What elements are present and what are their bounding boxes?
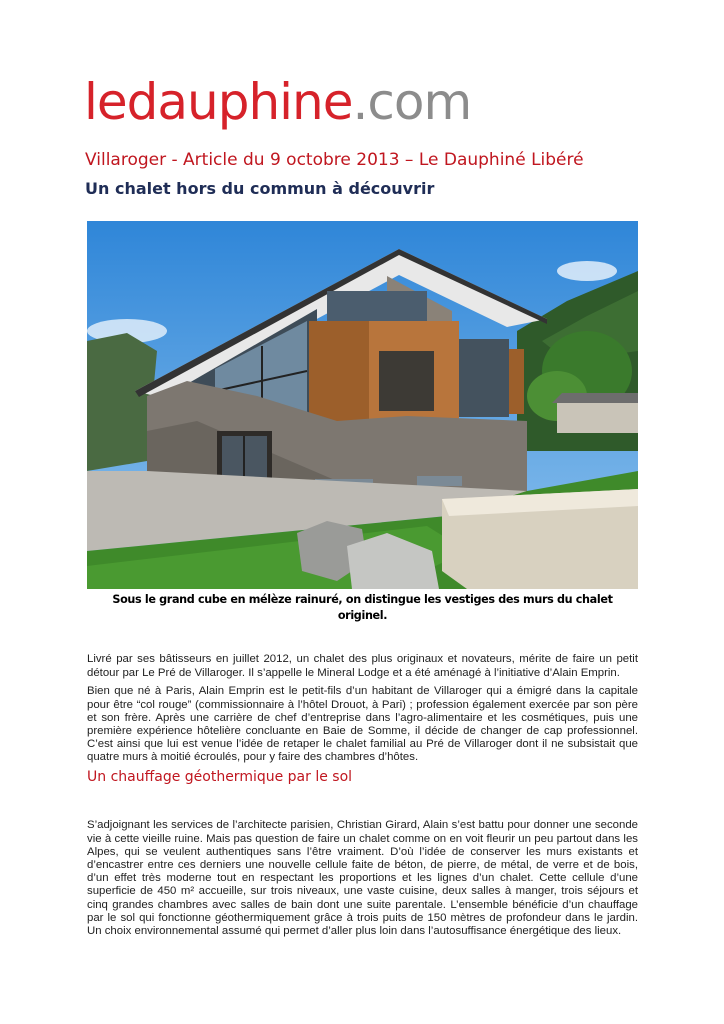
- photo-caption: Sous le grand cube en mélèze rainuré, on distingue les vestiges des murs du chalet originel.: [112, 593, 613, 622]
- paragraph-intro: Livré par ses bâtisseurs en juillet 2012, un chalet des plus originaux et novateurs, mérite de faire un petit détour par Le Pré de Villaroger. Il s’appelle le Mineral Lodge et a été aménagé à l’initiative d’Alain Emprin.: [87, 653, 638, 679]
- paragraph-renovation: S’adjoignant les services de l’architecte parisien, Christian Girard, Alain s’est battu pour donner une seconde vie à cette vieille ruine. Mais pas question de faire un chalet comme on en voit fleurir un peu partout dans les Alpes, qui se veulent authentiques sans l’être vraiment. D’où l’idée de conserver les murs existants et d’encastrer entre ces derniers une nouvelle cellule faite de béton, de pierre, de métal, de verre et de bois, d’un effet très moderne tout en respectant les proportions et les lignes d’un chalet. Cette cellule d’une superficie de 450 m² accueille, sur trois niveaux, une vaste cuisine, deux salles à manger, trois séjours et cinq grandes chambres avec salles de bain dont une suite parentale. L’ensemble bénéficie d’un chauffage par le sol qui fonctionne géothermiquement grâce à trois puits de 150 mètres de profondeur dans le jardin. Un choix environnemental assumé qui permet d’aller plus loin dans l’autosuffisance énergétique des lieux.: [87, 819, 638, 938]
- site-logo: [84, 72, 471, 132]
- logo-name: ledauphine: [84, 73, 353, 131]
- logo-dot: .: [352, 73, 368, 131]
- paragraph-background: Bien que né à Paris, Alain Emprin est le petit-fils d’un habitant de Villaroger qui a émigré dans la capitale pour être “col rouge” (commissionnaire à l’hôtel Drouot, à Pari) ; profession également exercée par son père et son frère. Après une carrière de chef d’entreprise dans l’agro-alimentaire et les cosmétiques, puis une première expérience hôtelière concluante en Baie de Somme, il décide de changer de cap professionnel. C’est ainsi que lui est venue l’idée de retaper le chalet familial au Pré de Villaroger dont il ne subsistait que quatre murs à moitié écroulés, pour y faire des chambres d’hôtes.: [87, 685, 638, 764]
- logo-tld: com: [367, 73, 472, 131]
- article-title: Villaroger - Article du 9 octobre 2013 – Le Dauphiné Libéré: [85, 150, 584, 170]
- article-subtitle: Un chalet hors du commun à découvrir: [85, 179, 435, 198]
- chalet-photo: [87, 221, 638, 589]
- section-heading: Un chauffage géothermique par le sol: [87, 769, 353, 785]
